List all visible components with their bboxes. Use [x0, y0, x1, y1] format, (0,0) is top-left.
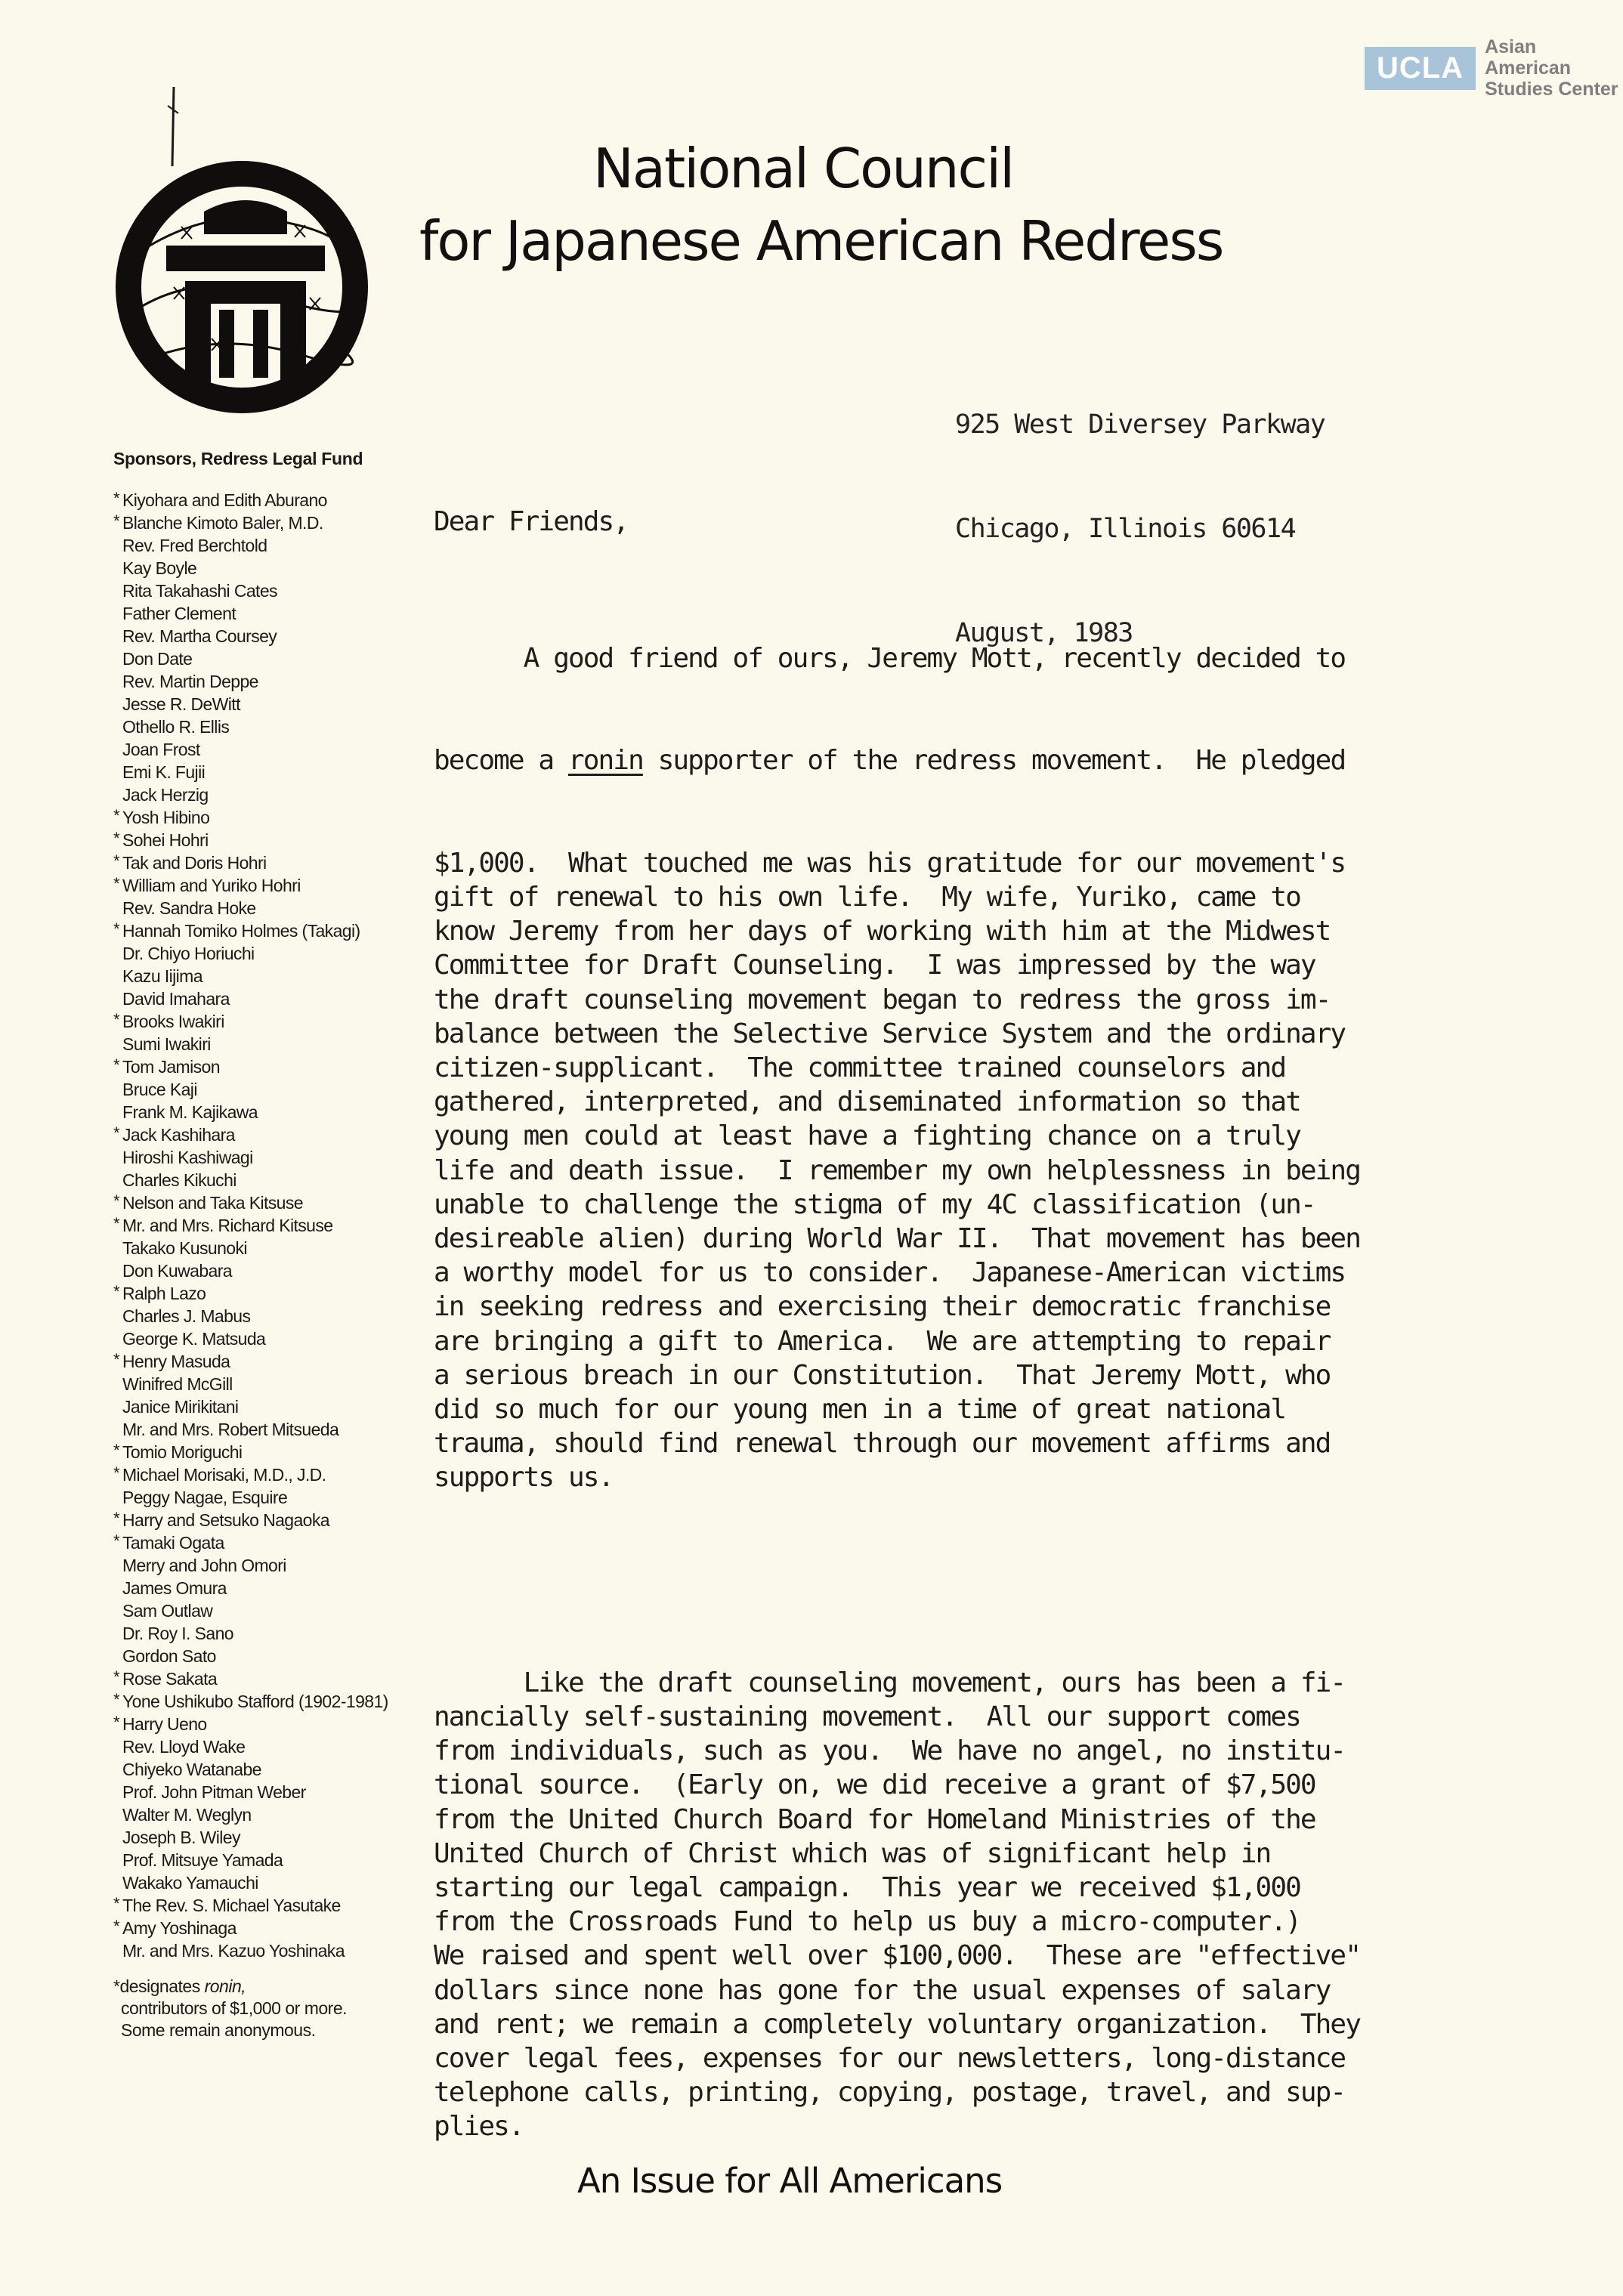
paragraph-line: and rent; we remain a completely voluntary organization. They	[434, 2008, 1360, 2040]
sponsor-item	[113, 693, 416, 715]
sponsor-name: Harry and Setsuko Nagaoka	[122, 1510, 329, 1530]
paragraph-line: the draft counseling movement began to redress the gross im-	[434, 984, 1331, 1015]
sponsors-heading: Sponsors, Redress Legal Fund	[113, 449, 363, 468]
sponsor-item	[113, 874, 416, 897]
sponsor-name: Joan Frost	[122, 740, 200, 759]
sponsor-name: Harry Ueno	[122, 1714, 207, 1734]
title-line-1: National Council	[593, 137, 1014, 200]
sponsor-name: Sam Outlaw	[122, 1601, 213, 1621]
sponsor-item	[113, 1055, 416, 1078]
paragraph-line: United Church of Christ which was of significant help in	[434, 1837, 1271, 1869]
sponsor-item	[113, 1599, 416, 1622]
ronin-asterisk: *	[113, 1667, 119, 1686]
ronin-asterisk: *	[113, 1055, 119, 1074]
sponsor-name: Kay Boyle	[122, 558, 197, 578]
paragraph-line: plies.	[434, 2111, 524, 2143]
sponsor-item	[113, 1622, 416, 1645]
sponsor-item	[113, 1713, 416, 1735]
sponsor-item	[113, 489, 416, 511]
ronin-asterisk: *	[113, 1191, 119, 1210]
sponsor-item	[113, 1146, 416, 1169]
sponsor-name: Yone Ushikubo Stafford (1902-1981)	[122, 1692, 388, 1711]
sponsor-name: Bruce Kaji	[122, 1080, 197, 1099]
ronin-asterisk: *	[113, 511, 119, 530]
ronin-asterisk: *	[113, 1713, 119, 1732]
sponsor-name: Mr. and Mrs. Robert Mitsueda	[122, 1420, 339, 1439]
sponsor-name: Prof. Mitsuye Yamada	[122, 1850, 283, 1870]
ronin-asterisk: *	[113, 851, 119, 870]
ronin-footnote: *designates ronin, contributors of $1,000 or more. Some remain anonymous.	[113, 1976, 347, 2040]
ucla-badge	[1365, 36, 1623, 100]
sponsor-name: Don Date	[122, 649, 193, 669]
paragraph-line: in seeking redress and exercising their democratic franchise	[434, 1291, 1331, 1323]
paragraph-line: from the Crossroads Fund to help us buy a micro-computer.)	[434, 1906, 1300, 1938]
sponsor-item	[113, 1486, 416, 1509]
sponsor-name: Peggy Nagae, Esquire	[122, 1488, 288, 1507]
paragraph-line: $1,000. What touched me was his gratitude for our movement's	[434, 847, 1346, 879]
street-address: 925 West Diversey Parkway	[955, 409, 1325, 440]
sponsor-item	[113, 919, 416, 942]
paragraph-line: dollars since none has gone for the usual expenses of salary	[434, 1974, 1331, 2006]
sponsor-item	[113, 1282, 416, 1305]
paragraph-line: We raised and spent well over $100,000. These are "effective"	[434, 1940, 1360, 1972]
sponsor-item	[113, 1871, 416, 1894]
sponsor-item	[113, 1237, 416, 1259]
sponsor-name: Blanche Kimoto Baler, M.D.	[122, 513, 323, 533]
ronin-asterisk: *	[113, 1917, 119, 1936]
sponsor-item	[113, 534, 416, 557]
sponsor-item	[113, 738, 416, 761]
sponsor-name: Rev. Martha Coursey	[122, 626, 277, 646]
sponsor-item	[113, 647, 416, 670]
sponsor-item	[113, 1645, 416, 1667]
ronin-asterisk: *	[113, 829, 119, 848]
organization-title	[419, 132, 1326, 277]
sponsor-name: Walter M. Weglyn	[122, 1805, 252, 1825]
sponsor-name: William and Yuriko Hohri	[122, 876, 301, 895]
sponsor-name: Tom Jamison	[122, 1057, 220, 1077]
sponsor-item	[113, 761, 416, 783]
paragraph-line: starting our legal campaign. This year we received $1,000	[434, 1871, 1300, 1903]
sponsor-item	[113, 1169, 416, 1191]
ronin-asterisk: *	[113, 1463, 119, 1482]
ronin-asterisk: *	[113, 806, 119, 825]
paragraph-line: a worthy model for us to consider. Japanese-American victims	[434, 1257, 1346, 1289]
sponsor-item	[113, 987, 416, 1010]
sponsor-name: Mr. and Mrs. Kazuo Yoshinaka	[122, 1941, 345, 1961]
paragraph-line: young men could at least have a fighting chance on a truly	[434, 1120, 1300, 1152]
paragraph-line: balance between the Selective Service System and the ordinary	[434, 1018, 1346, 1049]
sponsor-name: James Omura	[122, 1578, 227, 1598]
sponsor-name: Jesse R. DeWitt	[122, 694, 240, 714]
sponsor-name: Rev. Martin Deppe	[122, 672, 258, 691]
paragraph-line: are bringing a gift to America. We are attempting to repair	[434, 1325, 1331, 1357]
sponsor-item	[113, 715, 416, 738]
sponsor-name: Sohei Hohri	[122, 830, 209, 850]
letter-date: August, 1983	[955, 618, 1133, 648]
sponsor-item	[113, 1917, 416, 1939]
ronin-asterisk: *	[113, 919, 119, 938]
sponsor-name: Rita Takahashi Cates	[122, 581, 277, 601]
paragraph-line: desireable alien) during World War II. That movement has been	[434, 1223, 1360, 1255]
sponsor-name: Nelson and Taka Kitsuse	[122, 1193, 303, 1213]
sponsor-name: Amy Yoshinaga	[122, 1918, 236, 1938]
sponsor-item	[113, 1849, 416, 1871]
sponsor-name: Joseph B. Wiley	[122, 1828, 240, 1847]
sponsor-item	[113, 1441, 416, 1463]
sponsor-name: Tomio Moriguchi	[122, 1442, 243, 1462]
sponsor-name: Ralph Lazo	[122, 1284, 206, 1303]
sponsor-item	[113, 897, 416, 919]
sponsor-name: Frank M. Kajikawa	[122, 1102, 258, 1122]
ronin-asterisk: *	[113, 1123, 119, 1142]
paragraph-line: life and death issue. I remember my own helplessness in being	[434, 1154, 1360, 1186]
paragraph-line: A good friend of ours, Jeremy Mott, recently decided to	[434, 642, 1346, 674]
sponsor-name: The Rev. S. Michael Yasutake	[122, 1896, 341, 1915]
sponsor-item	[113, 1259, 416, 1282]
sponsor-item	[113, 1826, 416, 1849]
sponsor-name: Prof. John Pitman Weber	[122, 1782, 306, 1802]
sponsor-name: Mr. and Mrs. Richard Kitsuse	[122, 1216, 333, 1235]
sponsor-item	[113, 806, 416, 829]
sponsor-item	[113, 1577, 416, 1599]
ronin-asterisk: *	[113, 1010, 119, 1029]
sponsor-name: Takako Kusunoki	[122, 1238, 247, 1258]
ronin-asterisk: *	[113, 1282, 119, 1301]
sponsor-name: Don Kuwabara	[122, 1261, 232, 1281]
sponsor-name: Henry Masuda	[122, 1352, 230, 1371]
sponsor-name: Brooks Iwakiri	[122, 1012, 224, 1031]
sponsor-name: Sumi Iwakiri	[122, 1034, 211, 1054]
paragraph-line: from the United Church Board for Homeland Ministries of the	[434, 1803, 1315, 1835]
sponsor-item	[113, 1350, 416, 1373]
ronin-underlined: ronin	[567, 745, 643, 777]
sponsor-item	[113, 1758, 416, 1781]
sponsor-item	[113, 1395, 416, 1418]
ronin-asterisk: *	[113, 1350, 119, 1369]
ronin-asterisk: *	[113, 1441, 119, 1460]
paragraph-line: cover legal fees, expenses for our newsletters, long-distance	[434, 2042, 1346, 2074]
sponsor-item	[113, 1531, 416, 1554]
sponsor-item	[113, 965, 416, 987]
ronin-asterisk: *	[113, 874, 119, 893]
paragraph-line: a serious breach in our Constitution. That Jeremy Mott, who	[434, 1359, 1331, 1391]
sponsor-name: Kazu Iijima	[122, 966, 202, 986]
sponsor-name: Tamaki Ogata	[122, 1533, 224, 1553]
sponsor-item	[113, 1894, 416, 1917]
sponsor-list	[113, 489, 416, 1962]
sponsor-name: Hiroshi Kashiwagi	[122, 1148, 253, 1167]
center-name: Asian American Studies Center	[1485, 36, 1618, 100]
sponsor-item	[113, 942, 416, 965]
sponsor-item	[113, 1191, 416, 1214]
sponsor-name: Gordon Sato	[122, 1646, 216, 1666]
sponsor-item	[113, 602, 416, 625]
paragraph-line: become a ronin supporter of the redress movement. He pledged	[434, 745, 1346, 777]
sponsor-item	[113, 829, 416, 851]
sponsor-name: Rev. Fred Berchtold	[122, 536, 267, 555]
paragraph-line: from individuals, such as you. We have no angel, no institu-	[434, 1735, 1346, 1767]
sponsor-item	[113, 1373, 416, 1395]
paragraph-line: unable to challenge the stigma of my 4C classification (un-	[434, 1188, 1315, 1220]
barbed-wire-torii-emblem-icon	[113, 83, 370, 416]
sponsor-item	[113, 1305, 416, 1327]
title-line-2: for Japanese American Redress	[419, 209, 1223, 273]
ronin-asterisk: *	[113, 1690, 119, 1709]
sponsor-item	[113, 1010, 416, 1033]
paragraph-2	[434, 1597, 1439, 2212]
sponsor-name: David Imahara	[122, 989, 230, 1009]
sponsor-item	[113, 783, 416, 806]
sponsor-name: Father Clement	[122, 604, 236, 623]
paragraph-line: Committee for Draft Counseling. I was impressed by the way	[434, 950, 1315, 981]
paragraph-line: nancially self-sustaining movement. All our support comes	[434, 1701, 1300, 1732]
ronin-asterisk: *	[113, 1894, 119, 1913]
ronin-asterisk: *	[113, 1531, 119, 1550]
sponsor-item	[113, 1735, 416, 1758]
letter-body	[434, 505, 1439, 2246]
paragraph-line: supports us.	[434, 1462, 614, 1494]
paragraph-line: Like the draft counseling movement, ours has been a fi-	[434, 1667, 1346, 1698]
sponsor-item	[113, 851, 416, 874]
sponsor-item	[113, 1690, 416, 1713]
ronin-asterisk: *	[113, 1214, 119, 1233]
sponsor-item	[113, 1214, 416, 1237]
sponsor-name: Rose Sakata	[122, 1669, 218, 1689]
sponsor-item	[113, 557, 416, 579]
ronin-asterisk: *	[113, 1509, 119, 1528]
sponsor-name: Rev. Sandra Hoke	[122, 898, 256, 918]
sponsor-item	[113, 1101, 416, 1123]
sponsor-name: Rev. Lloyd Wake	[122, 1737, 246, 1757]
sponsor-name: Michael Morisaki, M.D., J.D.	[122, 1465, 326, 1485]
sponsor-name: Tak and Doris Hohri	[122, 853, 267, 873]
paragraph-line: gift of renewal to his own life. My wife, Yuriko, came to	[434, 882, 1300, 913]
sponsor-item	[113, 1667, 416, 1690]
sponsor-name: Hannah Tomiko Holmes (Takagi)	[122, 921, 360, 941]
sponsor-name: Dr. Roy I. Sano	[122, 1624, 233, 1643]
sponsor-name: Winifred McGill	[122, 1374, 233, 1394]
sponsor-name: Jack Kashihara	[122, 1125, 235, 1145]
city-address: Chicago, Illinois 60614	[955, 514, 1296, 544]
paragraph-line: gathered, interpreted, and diseminated information so that	[434, 1086, 1300, 1118]
sponsor-name: Dr. Chiyo Horiuchi	[122, 944, 255, 963]
sponsor-name: Charles J. Mabus	[122, 1306, 251, 1326]
sponsor-item	[113, 1033, 416, 1055]
paragraph-line: know Jeremy from her days of working with him at the Midwest	[434, 916, 1331, 947]
paragraph-line: citizen-supplicant. The committee trained counselors and	[434, 1052, 1286, 1084]
sponsor-name: Othello R. Ellis	[122, 717, 230, 737]
paragraph-line: telephone calls, printing, copying, postage, travel, and sup-	[434, 2077, 1346, 2109]
ucla-logo: UCLA	[1365, 47, 1476, 90]
paragraph-line: did so much for our young men in a time of great national	[434, 1394, 1286, 1426]
sponsor-item	[113, 1463, 416, 1486]
footer-tagline: An Issue for All Americans	[577, 2161, 1003, 2201]
sponsor-name: Charles Kikuchi	[122, 1170, 236, 1190]
paragraph-1	[434, 573, 1439, 1563]
sponsor-item	[113, 625, 416, 647]
sponsor-item	[113, 1418, 416, 1441]
sponsor-item	[113, 1509, 416, 1531]
sponsor-name: Kiyohara and Edith Aburano	[122, 490, 327, 510]
sponsor-item	[113, 1078, 416, 1101]
sponsor-item	[113, 1781, 416, 1803]
sponsor-name: Chiyeko Watanabe	[122, 1760, 261, 1779]
sponsor-item	[113, 1123, 416, 1146]
sponsor-name: Janice Mirikitani	[122, 1397, 239, 1417]
salutation: Dear Friends,	[434, 506, 629, 537]
sponsor-item	[113, 1554, 416, 1577]
ronin-asterisk: *	[113, 489, 119, 508]
sponsors-column	[113, 449, 416, 2041]
sponsor-item	[113, 579, 416, 602]
sponsor-name: Emi K. Fujii	[122, 762, 206, 782]
sponsor-name: Jack Herzig	[122, 785, 209, 805]
sponsor-item	[113, 1803, 416, 1826]
paragraph-line: tional source. (Early on, we did receive a grant of $7,500	[434, 1769, 1315, 1801]
sponsor-item	[113, 670, 416, 693]
sponsor-item	[113, 1327, 416, 1350]
sponsor-name: Yosh Hibino	[122, 808, 210, 827]
sponsor-name: Wakako Yamauchi	[122, 1873, 258, 1893]
sponsor-item	[113, 511, 416, 534]
paragraph-line: trauma, should find renewal through our movement affirms and	[434, 1428, 1331, 1460]
sponsor-item	[113, 1939, 416, 1962]
sponsor-name: Merry and John Omori	[122, 1556, 286, 1575]
sponsor-name: George K. Matsuda	[122, 1329, 266, 1349]
